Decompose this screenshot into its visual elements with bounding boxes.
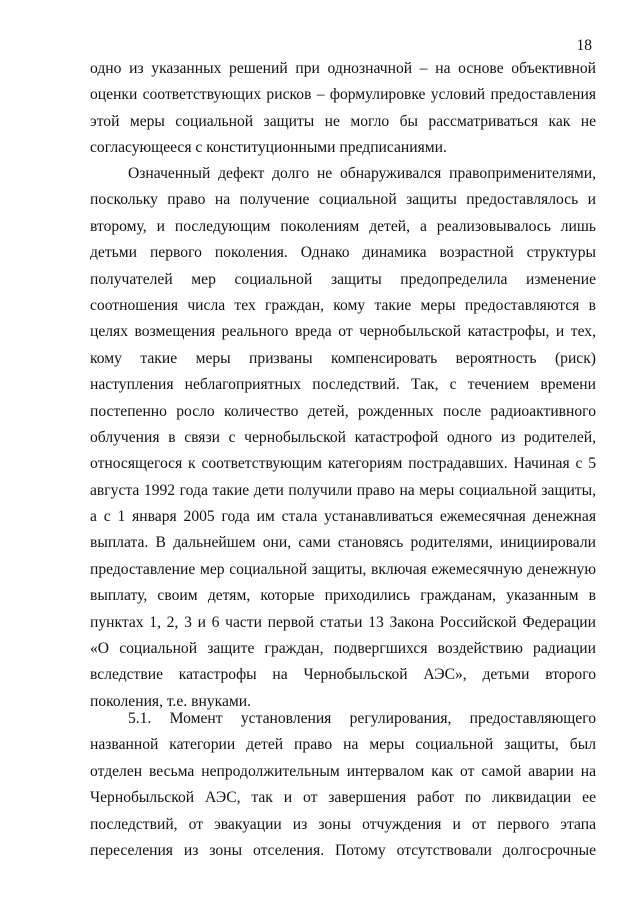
text-line: наступления неблагоприятных последствий. Так, с течением времени <box>90 376 596 394</box>
text-line: названной категории детей право на меры социальной защиты, был <box>90 736 596 754</box>
text-line: поколения, т.е. внуками. <box>90 692 252 710</box>
paragraph-section-5-1 <box>90 706 596 864</box>
text-line: пунктах 1, 2, 3 и 6 части первой статьи 13 Закона Российской Федерации <box>90 613 596 631</box>
text-line: предоставление мер социальной защиты, включая ежемесячную денежную <box>90 560 596 578</box>
text-line: постепенно росло количество детей, рожденных после радиоактивного <box>90 402 596 420</box>
text-line: переселения из зоны отселения. Потому отсутствовали долгосрочные <box>90 841 596 859</box>
text-line: последствий, от эвакуации из зоны отчуждения и от первого этапа <box>90 815 596 833</box>
text-line: Означенный дефект долго не обнаруживался правоприменителями, <box>128 165 596 182</box>
text-line: а с 1 января 2005 года им стала устанавливаться ежемесячная денежная <box>90 508 596 526</box>
text-line: поскольку право на получение социальной защиты предоставлялось и <box>90 191 596 209</box>
text-line: отделен весьма непродолжительным интервалом как от самой аварии на <box>90 762 596 780</box>
paragraph-continued <box>90 56 596 162</box>
text-line: согласующееся с конституционными предписаниями. <box>90 139 447 157</box>
text-line: августа 1992 года такие дети получили право на меры социальной защиты, <box>90 481 596 499</box>
paragraph-defect <box>90 161 596 715</box>
text-line: одно из указанных решений при однозначной – на основе объективной <box>90 60 596 77</box>
text-line: «О социальной защите граждан, подвергшихся воздействию радиации <box>90 640 596 658</box>
text-line: соотношения числа тех граждан, кому такие меры предоставляются в <box>90 296 596 314</box>
text-line: вследствие катастрофы на Чернобыльской АЭС», детьми второго <box>90 666 596 684</box>
text-line: выплата. В дальнейшем они, сами становясь родителями, инициировали <box>90 534 596 552</box>
text-line: целях возмещения реального вреда от чернобыльской катастрофы, и тех, <box>90 323 596 341</box>
text-line: детьми первого поколения. Однако динамика возрастной структуры <box>90 244 596 262</box>
text-line: этой меры социальной защиты не могло бы рассматриваться как не <box>90 112 596 130</box>
text-line: облучения в связи с чернобыльской катастрофой одного из родителей, <box>90 428 596 446</box>
text-line: кому такие меры призваны компенсировать вероятность (риск) <box>90 349 596 367</box>
text-line: 5.1. Момент установления регулирования, предоставляющего <box>128 710 596 727</box>
text-line: Чернобыльской АЭС, так и от завершения работ по ликвидации ее <box>90 789 596 807</box>
text-line: относящегося к соответствующим категориям пострадавших. Начиная с 5 <box>90 455 596 473</box>
page-number: 18 <box>576 37 592 54</box>
text-line: второму, и последующим поколениям детей, а реализовывалось лишь <box>90 217 596 235</box>
text-line: оценки соответствующих рисков – формулировке условий предоставления <box>90 86 596 104</box>
text-line: выплату, своим детям, которые приходились гражданам, указанным в <box>90 587 596 605</box>
text-line: получателей мер социальной защиты предопределила изменение <box>90 270 596 288</box>
